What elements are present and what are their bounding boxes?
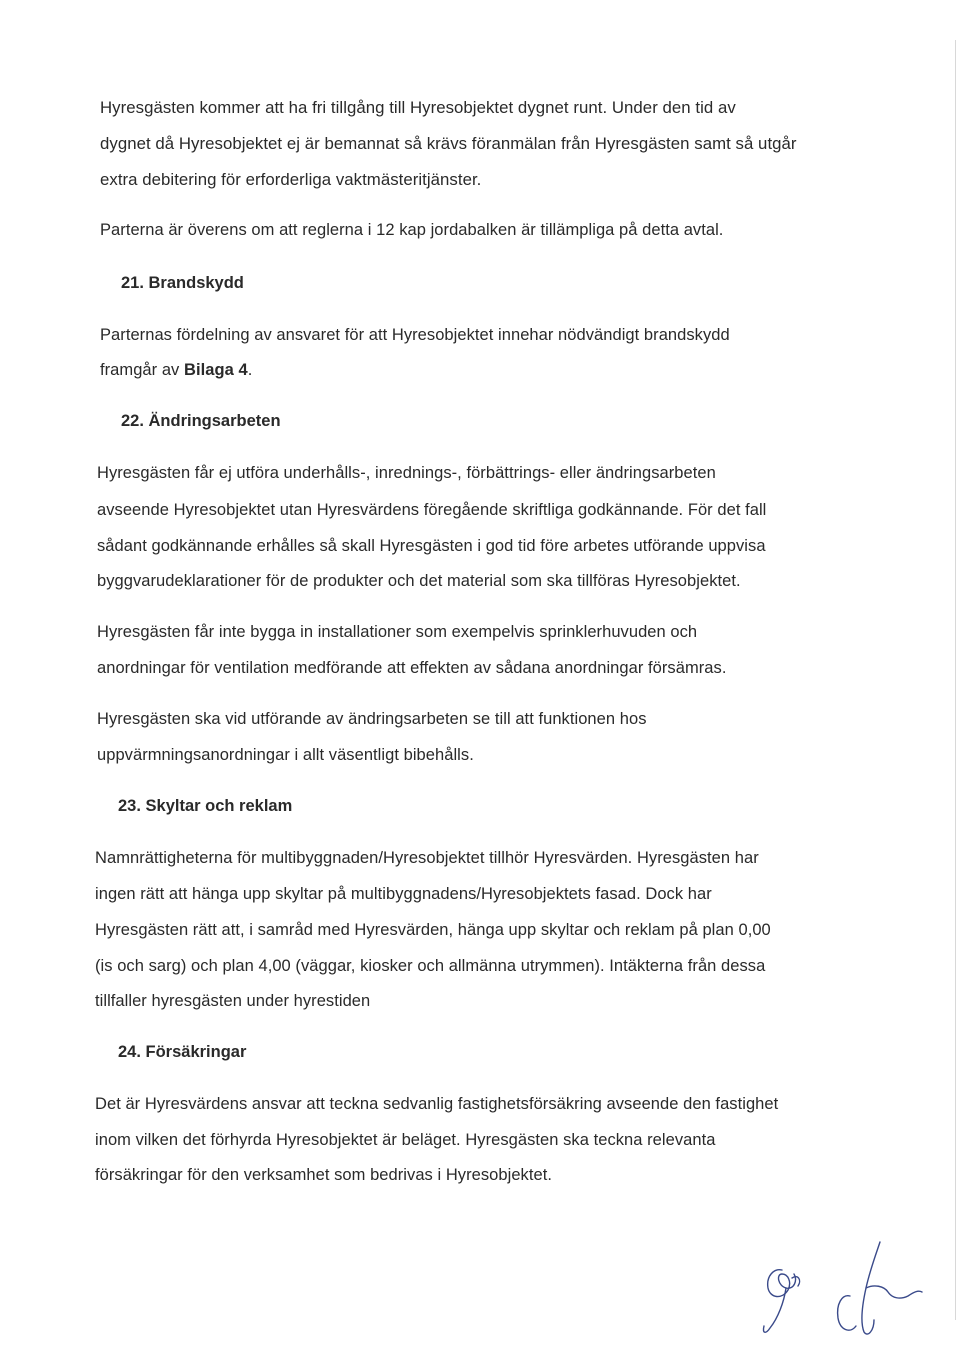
section-21-line-2 [100, 360, 252, 380]
section-22-p1-line-4: byggvarudeklarationer för de produkter och det material som ska tillföras Hyresobjektet. [97, 572, 741, 590]
section-24-line-2: inom vilken det förhyrda Hyresobjektet är beläget. Hyresgästen ska teckna relevanta [95, 1131, 716, 1149]
section-22-p3-line-2: uppvärmningsanordningar i allt väsentligt bibehålls. [97, 746, 474, 764]
section-21-heading: 21. Brandskydd [121, 274, 244, 292]
section-22-p1-line-2: avseende Hyresobjektet utan Hyresvärdens föregående skriftliga godkännande. För det fall [97, 501, 767, 519]
section-24-line-3: försäkringar för den verksamhet som bedrivas i Hyresobjektet. [95, 1166, 552, 1184]
section-21-line-1: Parternas fördelning av ansvaret för att Hyresobjektet innehar nödvändigt brandskydd [100, 326, 730, 344]
signature-initials-icon [752, 1230, 932, 1350]
scan-edge-mark [955, 40, 956, 1320]
section-23-line-4: (is och sarg) och plan 4,00 (väggar, kiosker och allmänna utrymmen). Intäkterna från dessa [95, 957, 766, 975]
section-22-heading: 22. Ändringsarbeten [121, 412, 281, 430]
section-23-line-5: tillfaller hyresgästen under hyrestiden [95, 992, 371, 1010]
intro-line-3: extra debitering för erforderliga vaktmästeritjänster. [100, 170, 482, 189]
section-24-heading: 24. Försäkringar [118, 1043, 247, 1061]
section-23-line-2: ingen rätt att hänga upp skyltar på multibyggnadens/Hyresobjektets fasad. Dock har [95, 885, 712, 903]
section-21-line-2-suffix: . [247, 361, 253, 379]
intro-line-2: dygnet då Hyresobjektet ej är bemannat så krävs föranmälan från Hyresgästen samt så utgår [100, 134, 797, 153]
section-22-p1-line-3: sådant godkännande erhålles så skall Hyresgästen i god tid före arbetes utförande uppvisa [97, 537, 766, 555]
section-24-line-1: Det är Hyresvärdens ansvar att teckna sedvanlig fastighetsförsäkring avseende den fastighet [95, 1095, 779, 1113]
section-23-line-3: Hyresgästen rätt att, i samråd med Hyresvärden, hänga upp skyltar och reklam på plan 0,00 [95, 921, 771, 939]
bilaga-reference: Bilaga 4 [184, 361, 248, 379]
section-22-p1-line-1: Hyresgästen får ej utföra underhålls-, inrednings-, förbättrings- eller ändringsarbeten [97, 464, 716, 482]
intro-line-1: Hyresgästen kommer att ha fri tillgång till Hyresobjektet dygnet runt. Under den tid av [100, 98, 736, 117]
section-22-p3-line-1: Hyresgästen ska vid utförande av ändringsarbeten se till att funktionen hos [97, 710, 647, 728]
section-21-line-2-prefix: framgår av [100, 361, 184, 379]
section-23-line-1: Namnrättigheterna för multibyggnaden/Hyresobjektet tillhör Hyresvärden. Hyresgästen har [95, 849, 759, 867]
section-22-p2-line-2: anordningar för ventilation medförande att effekten av sådana anordningar försämras. [97, 659, 727, 677]
section-22-p2-line-1: Hyresgästen får inte bygga in installationer som exempelvis sprinklerhuvuden och [97, 623, 698, 641]
section-23-heading: 23. Skyltar och reklam [118, 797, 293, 815]
intro-line-4: Parterna är överens om att reglerna i 12 kap jordabalken är tillämpliga på detta avtal. [100, 221, 724, 239]
